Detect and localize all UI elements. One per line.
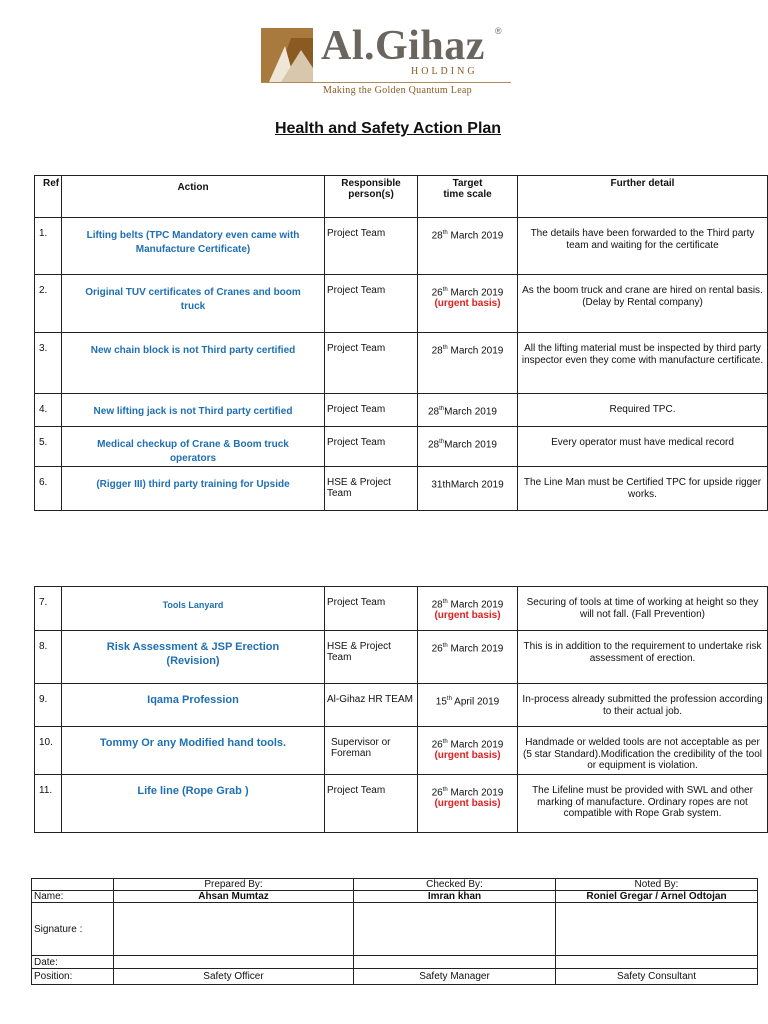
- row-ref: 3.: [35, 333, 62, 394]
- action-plan-table-1: [34, 175, 768, 511]
- date-day: 28: [428, 406, 440, 418]
- logo-registered-mark: ®: [495, 26, 502, 36]
- signoff-date-row: [32, 956, 758, 969]
- header-responsible: Responsible person(s): [325, 176, 418, 218]
- date-suffix: th: [442, 287, 448, 293]
- date-suffix: th: [442, 599, 448, 605]
- date-rest: March 2019: [447, 230, 504, 242]
- date-rest: April 2019: [451, 696, 500, 708]
- urgent-badge: (urgent basis): [434, 298, 501, 310]
- row-responsible: HSE & Project Team: [325, 467, 418, 511]
- checked-by-label: Checked By:: [354, 879, 556, 891]
- logo-mark-icon: [261, 28, 313, 82]
- date-suffix: th: [442, 345, 448, 351]
- signature-label: Signature :: [32, 903, 114, 956]
- row-ref: 11.: [35, 775, 62, 833]
- row-responsible: Project Team: [325, 587, 418, 631]
- row-ref: 1.: [35, 218, 62, 275]
- header-action: Action: [62, 176, 325, 218]
- row-ref: 2.: [35, 275, 62, 333]
- row-target-date: [418, 587, 518, 631]
- table-row: [35, 467, 768, 511]
- date-rest: March 2019: [444, 439, 497, 451]
- row-ref: 7.: [35, 587, 62, 631]
- row-ref: 9.: [35, 684, 62, 727]
- row-detail: The Line Man must be Certified TPC for upside rigger works.: [518, 467, 768, 511]
- noted-by-name: Roniel Gregar / Arnel Odtojan: [556, 891, 758, 903]
- row-action: Tommy Or any Modified hand tools.: [62, 727, 325, 775]
- header-detail: Further detail: [518, 176, 768, 218]
- checked-by-position: Safety Manager: [354, 969, 556, 985]
- header-target: Target time scale: [418, 176, 518, 218]
- row-responsible: Al-Gihaz HR TEAM: [325, 684, 418, 727]
- row-action: New chain block is not Third party certified: [62, 333, 325, 394]
- row-target-date: [418, 218, 518, 275]
- row-detail: Handmade or welded tools are not acceptable as per (5 star Standard).Modification the credibility of the tool or equipment is violation.: [518, 727, 768, 775]
- row-detail: As the boom truck and crane are hired on rental basis. (Delay by Rental company): [518, 275, 768, 333]
- row-detail: The details have been forwarded to the Third party team and waiting for the certificate: [518, 218, 768, 275]
- date-day: 15: [435, 696, 447, 708]
- table-row: [35, 394, 768, 427]
- row-action: New lifting jack is not Third party certified: [62, 394, 325, 427]
- date-day: 28: [431, 599, 443, 611]
- row-responsible: HSE & Project Team: [325, 631, 418, 684]
- row-ref: 6.: [35, 467, 62, 511]
- table-header-row: [35, 176, 768, 218]
- table-row: [35, 631, 768, 684]
- date-day: 26: [431, 287, 443, 299]
- urgent-badge: (urgent basis): [434, 798, 501, 810]
- date-rest: March 2019: [447, 599, 504, 611]
- row-target-date: [418, 775, 518, 833]
- prepared-by-signature: [114, 903, 354, 956]
- row-detail: Required TPC.: [518, 394, 768, 427]
- company-logo: [261, 24, 511, 100]
- noted-by-signature: [556, 903, 758, 956]
- row-ref: 10.: [35, 727, 62, 775]
- date-suffix: th: [442, 787, 448, 793]
- row-target-date: [418, 275, 518, 333]
- row-responsible: Supervisor or Foreman: [325, 727, 418, 775]
- row-target-date: [418, 727, 518, 775]
- date-day: 28: [431, 345, 443, 357]
- row-responsible: Project Team: [325, 394, 418, 427]
- checked-by-signature: [354, 903, 556, 956]
- date-rest: March 2019: [447, 345, 504, 357]
- date-day: 26: [431, 739, 443, 751]
- date-label: Date:: [32, 956, 114, 969]
- checked-by-name: Imran khan: [354, 891, 556, 903]
- row-detail: In-process already submitted the profession according to their actual job.: [518, 684, 768, 727]
- date-rest: March 2019: [447, 787, 504, 799]
- logo-tagline: Making the Golden Quantum Leap: [323, 85, 472, 96]
- date-day: 28: [428, 439, 440, 451]
- signoff-position-row: [32, 969, 758, 985]
- row-target-date: [418, 684, 518, 727]
- row-action: Risk Assessment & JSP Erection (Revision): [62, 631, 325, 684]
- logo-subtitle: HOLDING: [411, 66, 478, 77]
- table-row: [35, 218, 768, 275]
- urgent-badge: (urgent basis): [434, 750, 501, 762]
- row-target-date: [418, 467, 518, 511]
- signoff-head-row: [32, 879, 758, 891]
- date-day: 26: [431, 643, 443, 655]
- row-detail: The Lifeline must be provided with SWL and other marking of manufacture. Ordinary ropes are not compatible with Rope Grab system.: [518, 775, 768, 833]
- header-ref: Ref: [35, 176, 62, 218]
- row-ref: 5.: [35, 427, 62, 467]
- prepared-by-position: Safety Officer: [114, 969, 354, 985]
- table-row: [35, 333, 768, 394]
- date-suffix: th: [442, 643, 448, 649]
- row-detail: Securing of tools at time of working at height so they will not fall. (Fall Prevention): [518, 587, 768, 631]
- logo-brand-text: Al.Gihaz: [321, 23, 485, 69]
- row-ref: 8.: [35, 631, 62, 684]
- urgent-badge: (urgent basis): [434, 610, 501, 622]
- action-plan-table-2: [34, 586, 768, 833]
- date-rest: March 2019: [447, 739, 504, 751]
- row-detail: Every operator must have medical record: [518, 427, 768, 467]
- noted-by-position: Safety Consultant: [556, 969, 758, 985]
- row-ref: 4.: [35, 394, 62, 427]
- date-suffix: th: [446, 696, 452, 702]
- row-target-date: [418, 427, 518, 467]
- date-rest: March 2019: [444, 406, 497, 418]
- row-action: Tools Lanyard: [62, 587, 325, 631]
- row-target-date: [418, 631, 518, 684]
- page-title: Health and Safety Action Plan: [274, 120, 502, 137]
- table-row: [35, 727, 768, 775]
- row-responsible: Project Team: [325, 275, 418, 333]
- row-detail: This is in addition to the requirement to undertake risk assessment of erection.: [518, 631, 768, 684]
- row-target-date: [418, 394, 518, 427]
- row-action: Medical checkup of Crane & Boom truck operators: [62, 427, 325, 467]
- row-action: Original TUV certificates of Cranes and boom truck: [62, 275, 325, 333]
- date-day: 31thMarch 2019: [431, 479, 504, 491]
- date-day: 28: [431, 230, 443, 242]
- row-responsible: Project Team: [325, 427, 418, 467]
- date-suffix: th: [442, 230, 448, 236]
- table-row: [35, 427, 768, 467]
- row-action: Iqama Profession: [62, 684, 325, 727]
- noted-by-label: Noted By:: [556, 879, 758, 891]
- row-responsible: Project Team: [325, 775, 418, 833]
- table-row: [35, 275, 768, 333]
- row-responsible: Project Team: [325, 218, 418, 275]
- date-suffix: th: [439, 406, 445, 412]
- row-detail: All the lifting material must be inspected by third party inspector even they come with manufacture certificate.: [518, 333, 768, 394]
- date-rest: March 2019: [447, 287, 504, 299]
- date-suffix: th: [439, 439, 445, 445]
- date-suffix: th: [442, 739, 448, 745]
- signoff-signature-row: [32, 903, 758, 956]
- table-row: [35, 587, 768, 631]
- table-row: [35, 684, 768, 727]
- position-label: Position:: [32, 969, 114, 985]
- signoff-table: [31, 878, 758, 985]
- row-target-date: [418, 333, 518, 394]
- signoff-name-row: [32, 891, 758, 903]
- table-row: [35, 775, 768, 833]
- row-responsible: Project Team: [325, 333, 418, 394]
- prepared-by-label: Prepared By:: [114, 879, 354, 891]
- prepared-by-name: Ahsan Mumtaz: [114, 891, 354, 903]
- row-action: Lifting belts (TPC Mandatory even came with Manufacture Certificate): [62, 218, 325, 275]
- date-day: 26: [431, 787, 443, 799]
- date-rest: March 2019: [447, 643, 504, 655]
- name-label: Name:: [32, 891, 114, 903]
- logo-divider: [261, 82, 511, 83]
- row-action: (Rigger III) third party training for Upside: [62, 467, 325, 511]
- row-action: Life line (Rope Grab ): [62, 775, 325, 833]
